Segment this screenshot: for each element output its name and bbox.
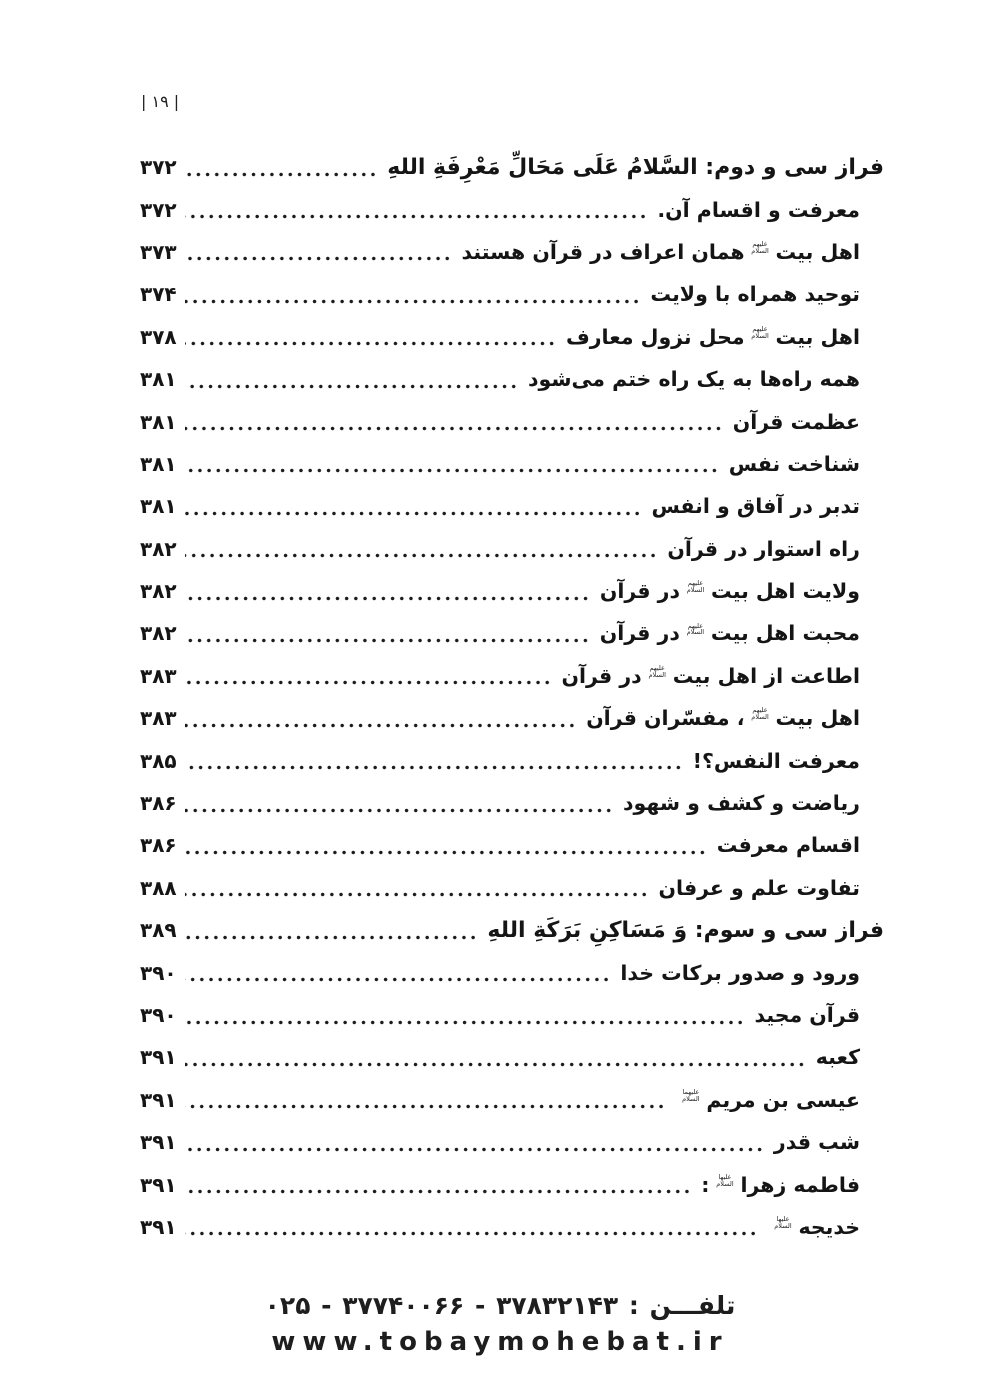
- toc-entry-text: قرآن مجید: [754, 1003, 860, 1027]
- toc-entry-page-number: ۳۸۵: [140, 748, 177, 773]
- dot-leader: [185, 256, 454, 261]
- toc-entry-text: فراز سی و سوم: وَ مَسَاکِنِ بَرَکَةِ اللهِ: [487, 917, 884, 943]
- toc-entry-text-after: :: [701, 1172, 710, 1197]
- toc-entry-text: معرفت النفس؟!: [692, 748, 860, 773]
- toc-entry-title: [600, 621, 860, 645]
- toc-row: [140, 1036, 884, 1078]
- toc-entry-title: [620, 961, 860, 985]
- toc-entry-text: اهل بیت: [775, 324, 860, 349]
- toc-entry-page-number: ۳۸۳: [140, 663, 177, 688]
- honorific-mark: علیهم السلام: [751, 240, 769, 255]
- toc-entry-text: اطاعت از اهل بیت: [672, 663, 860, 688]
- footer-phone-line: تلفـــن : ۳۷۸۳۲۱۴۳ - ۳۷۷۴۰۰۶۶ - ۰۲۵: [264, 1291, 736, 1320]
- toc-entry-text-after: در قرآن: [561, 663, 642, 688]
- toc-entry-page-number: ۳۸۲: [140, 536, 177, 561]
- toc-entry-title: [623, 791, 860, 815]
- toc-row: [140, 739, 884, 781]
- toc-entry-title: [729, 452, 860, 476]
- toc-row: [140, 867, 884, 909]
- toc-entry-text: محبت اهل بیت: [710, 621, 860, 646]
- toc-entry-page-number: ۳۸۱: [140, 451, 177, 476]
- toc-entry-title: [667, 537, 860, 561]
- toc-entry-title: [462, 240, 860, 264]
- toc-entry-text: توحید همراه با ولایت: [650, 282, 860, 307]
- dot-leader: [185, 511, 644, 516]
- toc-row: [140, 316, 884, 358]
- toc-row: [140, 358, 884, 400]
- toc-row: [140, 909, 884, 951]
- toc-row: [140, 612, 884, 654]
- dot-leader: [185, 596, 592, 601]
- toc-row: [140, 273, 884, 315]
- toc-entry-page-number: ۳۹۱: [140, 1087, 177, 1112]
- toc-entry-text: شب قدر: [773, 1130, 860, 1155]
- toc-entry-text: فراز سی و دوم: السَّلامُ عَلَی مَحَالِّ مَعْرِفَةِ اللهِ: [387, 154, 884, 180]
- toc-entry-text: ورود و صدور برکات خدا: [620, 960, 860, 985]
- toc-entry-title: [651, 494, 860, 518]
- toc-entry-title: [693, 749, 860, 773]
- toc-entry-page-number: ۳۹۰: [140, 1003, 177, 1027]
- toc-entry-page-number: ۳۹۱: [140, 1214, 177, 1239]
- toc-entry-text-after: ، مفسّران قرآن: [586, 706, 745, 731]
- dot-leader: [185, 723, 579, 728]
- honorific-mark: علیهم السلام: [751, 324, 769, 340]
- dot-leader: [185, 808, 615, 813]
- dot-leader: [185, 341, 558, 346]
- toc-entry-page-number: ۳۹۱: [140, 1130, 177, 1155]
- toc-entry-title: [816, 1045, 860, 1069]
- toc-entry-text: ولایت اهل بیت: [711, 579, 860, 604]
- page-number-marker: | ۱۹ |: [141, 92, 180, 111]
- honorific-mark: علیها السلام: [716, 1172, 734, 1188]
- toc-row: [140, 485, 884, 527]
- dot-leader: [185, 892, 651, 897]
- toc-row: [140, 655, 884, 697]
- honorific-mark: علیهم السلام: [648, 664, 666, 679]
- toc-entry-text: عظمت قرآن: [732, 409, 860, 434]
- toc-entry-title: [733, 410, 860, 434]
- toc-row: [140, 1121, 884, 1163]
- toc-entry-page-number: ۳۷۲: [140, 197, 177, 222]
- toc-row: [140, 1206, 884, 1248]
- toc-entry-title: [600, 579, 860, 603]
- toc-entry-text: معرفت و اقسام آن.: [657, 197, 860, 222]
- toc-entry-page-number: ۳۹۱: [140, 1045, 177, 1070]
- toc-entry-title: [566, 325, 860, 349]
- toc-entry-title: [659, 876, 860, 900]
- dot-leader: [185, 1104, 668, 1109]
- toc-row: [140, 231, 884, 273]
- toc-row: [140, 188, 884, 230]
- toc-row: [140, 824, 884, 866]
- dot-leader: [185, 638, 592, 643]
- footer-website: www.tobaymohebat.ir: [271, 1327, 729, 1357]
- toc-entry-page-number: ۳۸۱: [140, 494, 177, 519]
- toc-entry-text: شناخت نفس: [728, 451, 860, 476]
- toc-entry-title: [754, 1003, 860, 1027]
- dot-leader: [185, 1062, 808, 1067]
- toc-entry-title: [528, 367, 860, 391]
- toc-entry-page-number: ۳۸۸: [140, 875, 177, 900]
- toc-entry-text: تدبر در آفاق و انفس: [651, 494, 860, 519]
- toc-entry-text-after: محل نزول معارف: [565, 324, 745, 349]
- dot-leader: [185, 384, 520, 389]
- dot-leader: [185, 553, 660, 558]
- honorific-mark: علیهم السلام: [686, 621, 705, 637]
- toc-entry-text: راه استوار در قرآن: [667, 536, 860, 561]
- honorific-mark: علیها السلام: [774, 1215, 792, 1230]
- toc-entry-title: [586, 706, 860, 730]
- toc-entry-title: [387, 155, 884, 180]
- toc-entry-page-number: ۳۷۸: [140, 324, 177, 349]
- toc-entry-page-number: ۳۷۴: [140, 282, 177, 307]
- toc-entry-title: [562, 664, 860, 688]
- toc-row: [140, 697, 884, 739]
- toc-entry-text-after: در قرآن: [599, 621, 680, 646]
- toc-entry-page-number: ۳۸۲: [140, 579, 177, 604]
- toc-entry-text: فاطمه زهرا: [740, 1172, 860, 1197]
- toc-entry-page-number: ۳۸۳: [140, 706, 177, 731]
- dot-leader: [185, 1020, 747, 1025]
- toc-entry-text: عیسی بن مریم: [706, 1087, 860, 1112]
- dot-leader: [185, 1189, 694, 1194]
- toc-entry-text: کعبه: [815, 1045, 860, 1070]
- toc-entry-page-number: ۳۷۳: [140, 239, 177, 264]
- toc-entry-text: خدیجه: [798, 1214, 860, 1239]
- honorific-mark: علیهم السلام: [686, 579, 705, 595]
- toc-entry-page-number: ۳۸۲: [140, 621, 177, 646]
- dot-leader: [185, 765, 685, 770]
- toc-entry-title: [657, 198, 860, 222]
- toc-row: [140, 146, 884, 188]
- toc-entry-text-after: همان اعراف در قرآن هستند: [461, 239, 745, 264]
- toc-entry-text-after: در قرآن: [599, 579, 680, 604]
- dot-leader: [185, 1147, 766, 1152]
- dot-leader: [185, 935, 480, 940]
- toc-entry-title: [650, 282, 860, 306]
- toc-entry-text: همه راه‌ها به یک راه ختم می‌شود: [528, 367, 860, 392]
- toc-row: [140, 994, 884, 1036]
- dot-leader: [185, 426, 725, 431]
- toc-row: [140, 782, 884, 824]
- dot-leader: [185, 468, 721, 473]
- toc-row: [140, 400, 884, 442]
- dot-leader: [185, 172, 380, 177]
- toc-entry-page-number: ۳۷۲: [140, 155, 177, 180]
- toc-row: [140, 528, 884, 570]
- toc-entry-text: اهل بیت: [775, 706, 860, 731]
- dot-leader: [185, 1231, 760, 1236]
- toc-entry-page-number: ۳۹۱: [140, 1172, 177, 1197]
- toc-entry-title: [717, 833, 860, 857]
- table-of-contents: [140, 146, 884, 1248]
- toc-entry-page-number: ۳۸۶: [140, 791, 177, 816]
- honorific-mark: علیهما السلام: [682, 1087, 700, 1103]
- toc-entry-page-number: ۳۹۰: [140, 960, 177, 985]
- dot-leader: [185, 850, 709, 855]
- toc-entry-title: [701, 1173, 860, 1197]
- toc-entry-page-number: ۳۸۱: [140, 409, 177, 434]
- toc-row: [140, 1163, 884, 1205]
- toc-row: [140, 1079, 884, 1121]
- dot-leader: [185, 214, 650, 219]
- toc-entry-title: [774, 1130, 860, 1154]
- toc-entry-title: [487, 918, 884, 943]
- dot-leader: [185, 977, 613, 982]
- toc-row: [140, 443, 884, 485]
- dot-leader: [185, 680, 554, 685]
- toc-entry-page-number: ۳۸۹: [140, 918, 177, 943]
- honorific-mark: علیهم السلام: [751, 706, 769, 722]
- toc-entry-title: [675, 1088, 860, 1112]
- toc-entry-text: اقسام معرفت: [716, 833, 860, 858]
- toc-row: [140, 951, 884, 993]
- toc-entry-text: اهل بیت: [775, 239, 860, 264]
- toc-entry-page-number: ۳۸۱: [140, 367, 177, 392]
- toc-row: [140, 570, 884, 612]
- dot-leader: [185, 299, 643, 304]
- toc-entry-title: [767, 1215, 860, 1239]
- toc-entry-text: تفاوت علم و عرفان: [658, 875, 860, 900]
- toc-entry-page-number: ۳۸۶: [140, 833, 177, 858]
- toc-entry-text: ریاضت و کشف و شهود: [622, 791, 860, 816]
